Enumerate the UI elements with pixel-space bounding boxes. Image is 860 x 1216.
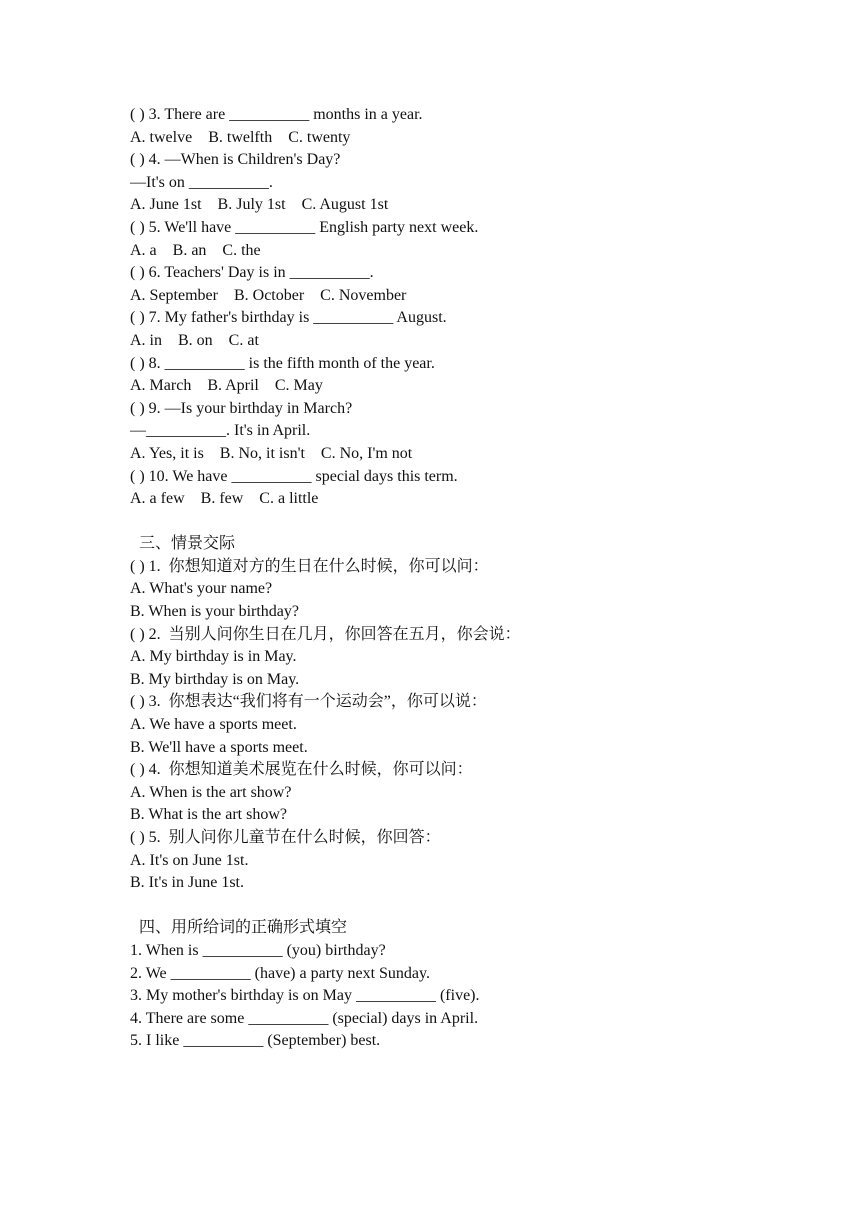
situational-item-3 <box>130 691 830 759</box>
option-a: A. We have a sports meet. <box>130 716 297 734</box>
section-spacer <box>130 511 830 534</box>
question-9 <box>130 398 830 466</box>
option-b: B. What is the art show? <box>130 806 288 824</box>
option-a: A. When is the art show? <box>130 783 292 801</box>
question-7 <box>130 307 830 352</box>
question-stem: ( ) 10. We have __________ special days this term. <box>130 467 458 485</box>
fill-blank-item-2: 2. We __________ (have) a party next Sunday. <box>130 964 430 982</box>
situational-prompt: ( ) 5. 别人问你儿童节在什么时候，你回答： <box>130 829 441 846</box>
question-stem: ( ) 4. —When is Children's Day? <box>130 151 341 169</box>
question-stem: ( ) 5. We'll have __________ English party next week. <box>130 218 479 236</box>
option-b: B. It's in June 1st. <box>130 874 244 892</box>
situational-prompt: ( ) 4. 你想知道美术展览在什么时候，你可以问： <box>130 761 473 779</box>
question-stem: ( ) 7. My father's birthday is __________ August. <box>130 309 447 327</box>
worksheet-page <box>130 104 830 1053</box>
option-a: A. My birthday is in May. <box>130 648 297 666</box>
question-reply: —It's on __________. <box>130 173 273 191</box>
fill-blank-item-5: 5. I like __________ (September) best. <box>130 1032 381 1050</box>
question-options: A. March B. April C. May <box>130 377 323 395</box>
fill-blank-item-3: 3. My mother's birthday is on May __________ (five). <box>130 987 480 1005</box>
option-a: A. What's your name? <box>130 580 273 598</box>
question-reply: —__________. It's in April. <box>130 422 311 440</box>
question-5 <box>130 217 830 262</box>
question-stem: ( ) 8. __________ is the fifth month of the year. <box>130 354 435 372</box>
question-options: A. a few B. few C. a little <box>130 490 319 508</box>
question-stem: ( ) 3. There are __________ months in a year. <box>130 106 423 123</box>
question-3 <box>130 104 830 149</box>
question-options: A. Yes, it is B. No, it isn't C. No, I'm not <box>130 444 413 462</box>
option-b: B. My birthday is on May. <box>130 670 300 688</box>
situational-item-1 <box>130 556 830 624</box>
section-title-situational: 三、情景交际 <box>139 535 236 553</box>
section-title-fill-blanks: 四、用所给词的正确形式填空 <box>139 919 348 937</box>
question-10 <box>130 466 830 511</box>
question-options: A. a B. an C. the <box>130 241 261 259</box>
situational-item-5 <box>130 827 830 895</box>
situational-prompt: ( ) 3. 你想表达“我们将有一个运动会”，你可以说： <box>130 693 487 711</box>
question-stem: ( ) 6. Teachers' Day is in __________. <box>130 264 374 282</box>
section-spacer <box>130 895 830 918</box>
question-options: A. in B. on C. at <box>130 331 259 349</box>
question-4 <box>130 149 830 217</box>
situational-prompt: ( ) 2. 当别人问你生日在几月，你回答在五月，你会说： <box>130 625 521 643</box>
fill-blank-item-4: 4. There are some __________ (special) days in April. <box>130 1009 479 1027</box>
situational-prompt: ( ) 1. 你想知道对方的生日在什么时候，你可以问： <box>130 557 489 575</box>
situational-item-2 <box>130 624 830 692</box>
question-6 <box>130 262 830 307</box>
fill-blank-item-1: 1. When is __________ (you) birthday? <box>130 941 386 959</box>
option-a: A. It's on June 1st. <box>130 851 249 869</box>
question-options: A. September B. October C. November <box>130 286 407 304</box>
option-b: B. When is your birthday? <box>130 603 300 621</box>
question-stem: ( ) 9. —Is your birthday in March? <box>130 399 353 417</box>
question-8 <box>130 353 830 398</box>
question-options: A. June 1st B. July 1st C. August 1st <box>130 196 389 214</box>
option-b: B. We'll have a sports meet. <box>130 738 308 756</box>
situational-item-4 <box>130 759 830 827</box>
question-options: A. twelve B. twelfth C. twenty <box>130 128 351 146</box>
